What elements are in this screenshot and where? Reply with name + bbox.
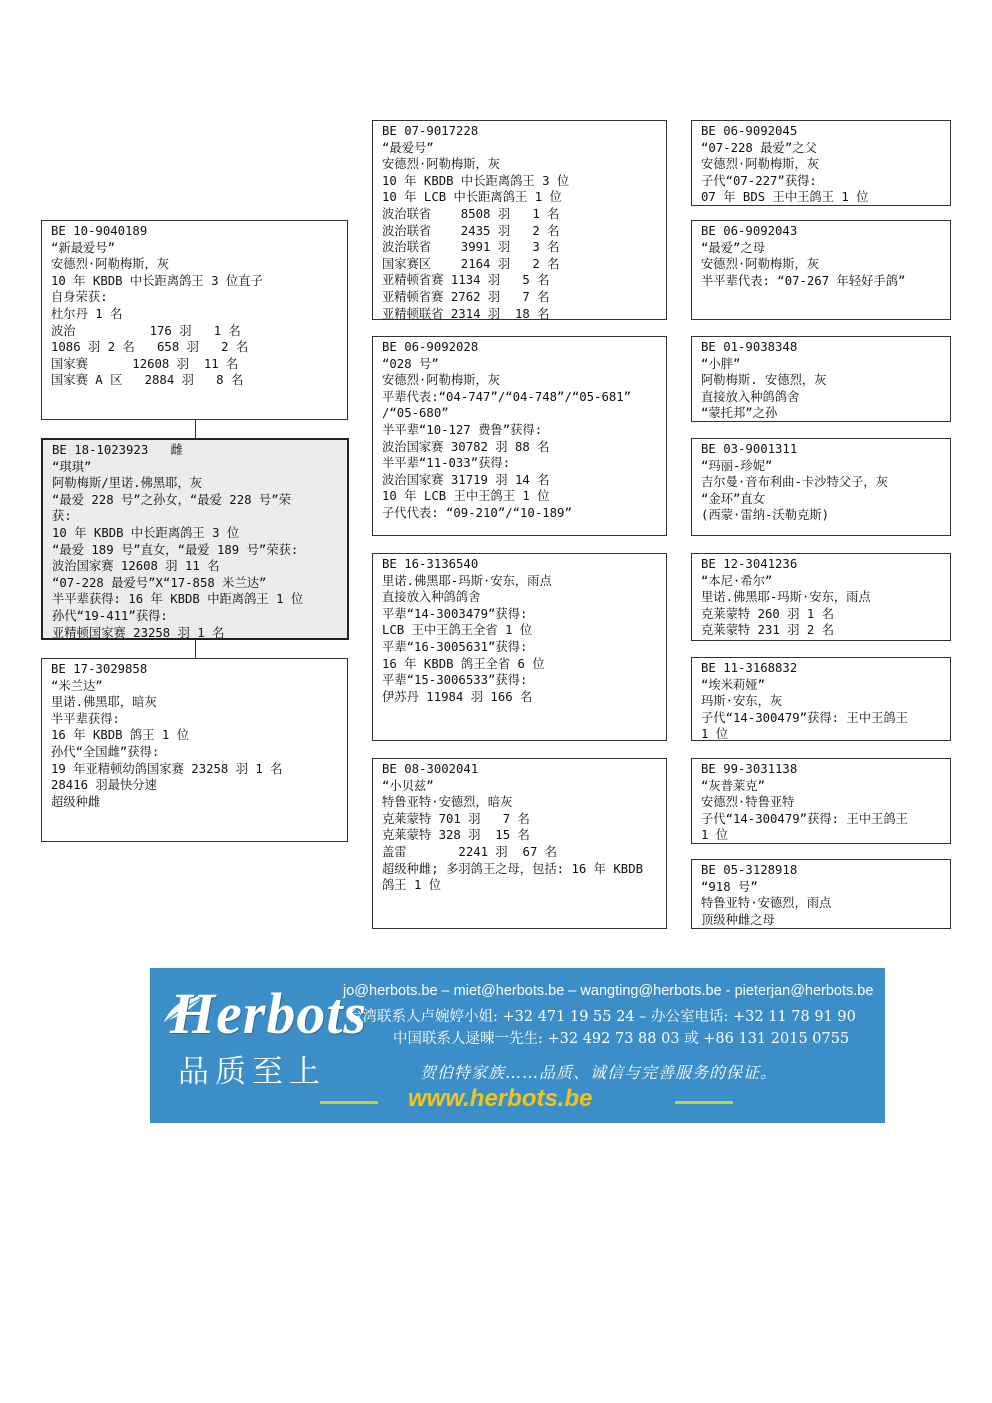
pedigree-box-dd-dam xyxy=(691,859,951,929)
pedigree-line: 波治联省 2435 羽 2 名 xyxy=(382,223,560,238)
pedigree-box-sire xyxy=(41,220,348,420)
pedigree-box-dam xyxy=(41,658,348,842)
pedigree-line: 获: xyxy=(52,509,72,524)
ring-number: BE 10-9040189 xyxy=(51,224,148,238)
pedigree-line: “埃米莉娅” xyxy=(701,677,765,692)
slogan: 品质至上 xyxy=(178,1054,326,1090)
pedigree-line: 07 年 BDS 王中王鸽王 1 位 xyxy=(701,190,869,205)
pedigree-line: 19 年亚精顿幼鸽国家赛 23258 羽 1 名 xyxy=(51,761,283,776)
herbots-logo: Herbots xyxy=(170,981,368,1046)
pedigree-line: 克莱蒙特 701 羽 7 名 xyxy=(382,811,530,826)
pedigree-line: “玛丽-珍妮” xyxy=(701,458,773,473)
pedigree-line: 特鲁亚特·安德烈，雨点 xyxy=(701,896,832,911)
pedigree-line: “918 号” xyxy=(701,879,758,894)
pedigree-line: 波治国家赛 30782 羽 88 名 xyxy=(382,439,550,454)
pedigree-line: LCB 王中王鸽王全省 1 位 xyxy=(382,623,533,638)
pedigree-line: 里诺.佛黑耶，暗灰 xyxy=(51,695,157,710)
contact-taiwan: 台湾联系人卢婉婷小姐: +32 471 19 55 24 – 办公室电话: +32 11 78 91 90 xyxy=(348,1009,856,1025)
pedigree-line: 鸽王 1 位 xyxy=(382,878,442,893)
pedigree-line: “蒙托邦”之孙 xyxy=(701,406,778,421)
pedigree-line: 半平辈“10-127 费鲁”获得: xyxy=(382,422,543,437)
pedigree-box-dam-sire xyxy=(372,553,667,741)
pedigree-line: “琪琪” xyxy=(52,459,92,474)
pedigree-line: 28416 羽最快分速 xyxy=(51,778,157,793)
ring-number: BE 07-9017228 xyxy=(382,124,479,138)
pedigree-line: “最爱 189 号”直女，“最爱 189 号”荣获: xyxy=(52,542,299,557)
ring-number: BE 05-3128918 xyxy=(701,863,798,877)
pedigree-line: “最爱”之母 xyxy=(701,240,765,255)
pedigree-line: 子代代表: “09-210”/“10-189” xyxy=(382,505,572,520)
pedigree-box-subject xyxy=(41,438,349,640)
pedigree-box-dd-sire xyxy=(691,758,951,844)
herbots-banner xyxy=(150,968,885,1123)
pedigree-line: 波治 176 羽 1 名 xyxy=(51,323,241,338)
pedigree-line: 国家赛 12608 羽 11 名 xyxy=(51,356,239,371)
pedigree-line: 吉尔曼·音布利曲-卡沙特父子，灰 xyxy=(701,475,888,490)
pedigree-line: 1086 羽 2 名 658 羽 2 名 xyxy=(51,340,249,355)
pedigree-line: 10 年 KBDB 中长距离鸽王 3 位 xyxy=(52,525,240,540)
pedigree-line: 顶级种雌之母 xyxy=(701,912,775,927)
connector-sire-subject xyxy=(195,420,196,438)
pedigree-line: 直接放入种鸽鸽舍 xyxy=(701,389,800,404)
ring-number: BE 06-9092045 xyxy=(701,124,798,138)
pedigree-line: 阿勒梅斯. 安德烈，灰 xyxy=(701,373,827,388)
pedigree-line: 16 年 KBDB 鸽王 1 位 xyxy=(51,728,190,743)
pedigree-line: 超级种雌 xyxy=(51,794,101,809)
pedigree-line: 亚精顿省赛 1134 羽 5 名 xyxy=(382,273,550,288)
pedigree-line: 安德烈·阿勒梅斯，灰 xyxy=(382,157,501,172)
pedigree-line: 子代“14-300479”获得: 王中王鸽王 xyxy=(701,710,908,725)
pedigree-box-ss-dam xyxy=(691,220,951,320)
pedigree-line: 国家赛 A 区 2884 羽 8 名 xyxy=(51,373,244,388)
pedigree-line: “07-228 最爱号”X“17-858 米兰达” xyxy=(52,575,267,590)
ring-number: BE 12-3041236 xyxy=(701,557,798,571)
pedigree-line: 直接放入种鸽鸽舍 xyxy=(382,590,481,605)
pedigree-line: 10 年 LCB 王中王鸽王 1 位 xyxy=(382,489,550,504)
pedigree-line: 安德烈·阿勒梅斯，灰 xyxy=(701,257,820,272)
pedigree-line: 克莱蒙特 231 羽 2 名 xyxy=(701,623,835,638)
pedigree-line: “米兰达” xyxy=(51,678,103,693)
pedigree-box-sd-dam xyxy=(691,438,951,536)
contact-china: 中国联系人逯暕一先生: +32 492 73 88 03 或 +86 131 2015 0755 xyxy=(393,1031,850,1047)
pedigree-line: 10 年 KBDB 中长距离鸽王 3 位 xyxy=(382,173,570,188)
pedigree-line: “灰普莱克” xyxy=(701,778,765,793)
pedigree-line: 里诺.佛黑耶-玛斯·安东，雨点 xyxy=(382,573,552,588)
pedigree-line: 安德烈·阿勒梅斯，灰 xyxy=(701,157,820,172)
pedigree-line: 玛斯·安东，灰 xyxy=(701,694,783,709)
pedigree-line: 平辈代表:“04-747”/“04-748”/“05-681” xyxy=(382,389,632,404)
pedigree-line: “028 号” xyxy=(382,356,439,371)
pedigree-line: 半平辈代表: “07-267 年轻好手鸽” xyxy=(701,273,906,288)
pedigree-line: /“05-680” xyxy=(382,406,449,421)
pedigree-box-dam-dam xyxy=(372,758,667,929)
contact-emails[interactable]: jo@herbots.be – miet@herbots.be – wangting@herbots.be - pieterjan@herbots.be xyxy=(343,983,874,999)
ring-number: BE 17-3029858 xyxy=(51,662,148,676)
pedigree-box-ss-sire xyxy=(691,120,951,206)
pedigree-line: 安德烈·阿勒梅斯，灰 xyxy=(382,373,501,388)
pedigree-line: 超级种雌; 多羽鸽王之母，包括: 16 年 KBDB xyxy=(382,861,643,876)
ring-number: BE 06-9092043 xyxy=(701,224,798,238)
pedigree-line: “本尼·希尔” xyxy=(701,573,773,588)
pedigree-line: 半平辈“11-033”获得: xyxy=(382,456,511,471)
pedigree-line: 盖雷 2241 羽 67 名 xyxy=(382,844,558,859)
pedigree-line: “新最爱号” xyxy=(51,240,115,255)
pedigree-line: 阿勒梅斯/里诺.佛黑耶，灰 xyxy=(52,476,203,491)
pedigree-line: 安德烈·特鲁亚特 xyxy=(701,795,795,810)
pedigree-line: 平辈“14-3003479”获得: xyxy=(382,606,528,621)
pedigree-box-sire-sire xyxy=(372,120,667,320)
pedigree-line: 16 年 KBDB 鸽王全省 6 位 xyxy=(382,656,545,671)
website-link[interactable]: www.herbots.be xyxy=(408,1085,593,1112)
pedigree-line: 自身荣获: xyxy=(51,290,108,305)
pedigree-line: “金环”直女 xyxy=(701,491,765,506)
pedigree-line: 1 位 xyxy=(701,828,729,843)
pedigree-line: 平辈“15-3006533”获得: xyxy=(382,673,528,688)
pedigree-line: 孙代“19-411”获得: xyxy=(52,608,168,623)
ring-number: BE 99-3031138 xyxy=(701,762,798,776)
pedigree-line: 克莱蒙特 260 羽 1 名 xyxy=(701,606,835,621)
pedigree-line: “最爱 228 号”之孙女，“最爱 228 号”荣 xyxy=(52,492,291,507)
ring-number: BE 06-9092028 xyxy=(382,340,479,354)
pedigree-line: 子代“07-227”获得: xyxy=(701,173,817,188)
connector-subject-dam xyxy=(195,640,196,658)
pedigree-line: 波治联省 8508 羽 1 名 xyxy=(382,206,560,221)
pedigree-line: 10 年 LCB 中长距离鸽王 1 位 xyxy=(382,190,562,205)
pedigree-line: 波治国家赛 31719 羽 14 名 xyxy=(382,472,550,487)
pedigree-line: “07-228 最爱”之父 xyxy=(701,140,817,155)
pedigree-line: 亚精顿省赛 2762 羽 7 名 xyxy=(382,289,550,304)
pedigree-line: 波治国家赛 12608 羽 11 名 xyxy=(52,559,220,574)
ring-number: BE 11-3168832 xyxy=(701,661,798,675)
pedigree-line: 半平辈获得: xyxy=(51,711,120,726)
pedigree-box-ds-sire xyxy=(691,553,951,641)
divider-right xyxy=(675,1101,733,1104)
ring-number: BE 01-9038348 xyxy=(701,340,798,354)
pedigree-line: 国家赛区 2164 羽 2 名 xyxy=(382,256,560,271)
divider-left xyxy=(320,1101,378,1104)
pedigree-line: 里诺.佛黑耶-玛斯·安东，雨点 xyxy=(701,590,871,605)
pedigree-line: 半平辈获得: 16 年 KBDB 中距离鸽王 1 位 xyxy=(52,592,304,607)
ring-number: BE 18-1023923 雌 xyxy=(52,443,183,457)
pedigree-line: “最爱号” xyxy=(382,140,434,155)
pedigree-line: 亚精顿联省 2314 羽 18 名 xyxy=(382,306,550,320)
tagline: 贺伯特家族……品质、诚信与完善服务的保证。 xyxy=(420,1063,778,1082)
pedigree-box-sire-dam xyxy=(372,336,667,536)
pedigree-line: “小贝兹” xyxy=(382,778,434,793)
ring-number: BE 03-9001311 xyxy=(701,442,798,456)
pedigree-line: 安德烈·阿勒梅斯，灰 xyxy=(51,257,170,272)
pedigree-line: 孙代“全国雌”获得: xyxy=(51,744,160,759)
pedigree-line: 特鲁亚特·安德烈，暗灰 xyxy=(382,795,513,810)
ring-number: BE 16-3136540 xyxy=(382,557,479,571)
pedigree-line: 杜尔丹 1 名 xyxy=(51,306,123,321)
ring-number: BE 08-3002041 xyxy=(382,762,479,776)
pedigree-line: 10 年 KBDB 中长距离鸽王 3 位直子 xyxy=(51,273,263,288)
pedigree-line: 波治联省 3991 羽 3 名 xyxy=(382,240,560,255)
pedigree-line: 1 位 xyxy=(701,727,729,741)
pedigree-box-sd-sire xyxy=(691,336,951,422)
pedigree-box-ds-dam xyxy=(691,657,951,741)
pedigree-line: 亚精顿国家赛 23258 羽 1 名 xyxy=(52,625,225,640)
pedigree-line: 子代“14-300479”获得: 王中王鸽王 xyxy=(701,811,908,826)
pedigree-line: 克莱蒙特 328 羽 15 名 xyxy=(382,828,530,843)
pedigree-line: “小胖” xyxy=(701,356,741,371)
pedigree-line: 伊苏丹 11984 羽 166 名 xyxy=(382,689,533,704)
pedigree-line: (西蒙·雷纳-沃勒克斯) xyxy=(701,508,829,523)
pedigree-line: 平辈“16-3005631”获得: xyxy=(382,639,528,654)
